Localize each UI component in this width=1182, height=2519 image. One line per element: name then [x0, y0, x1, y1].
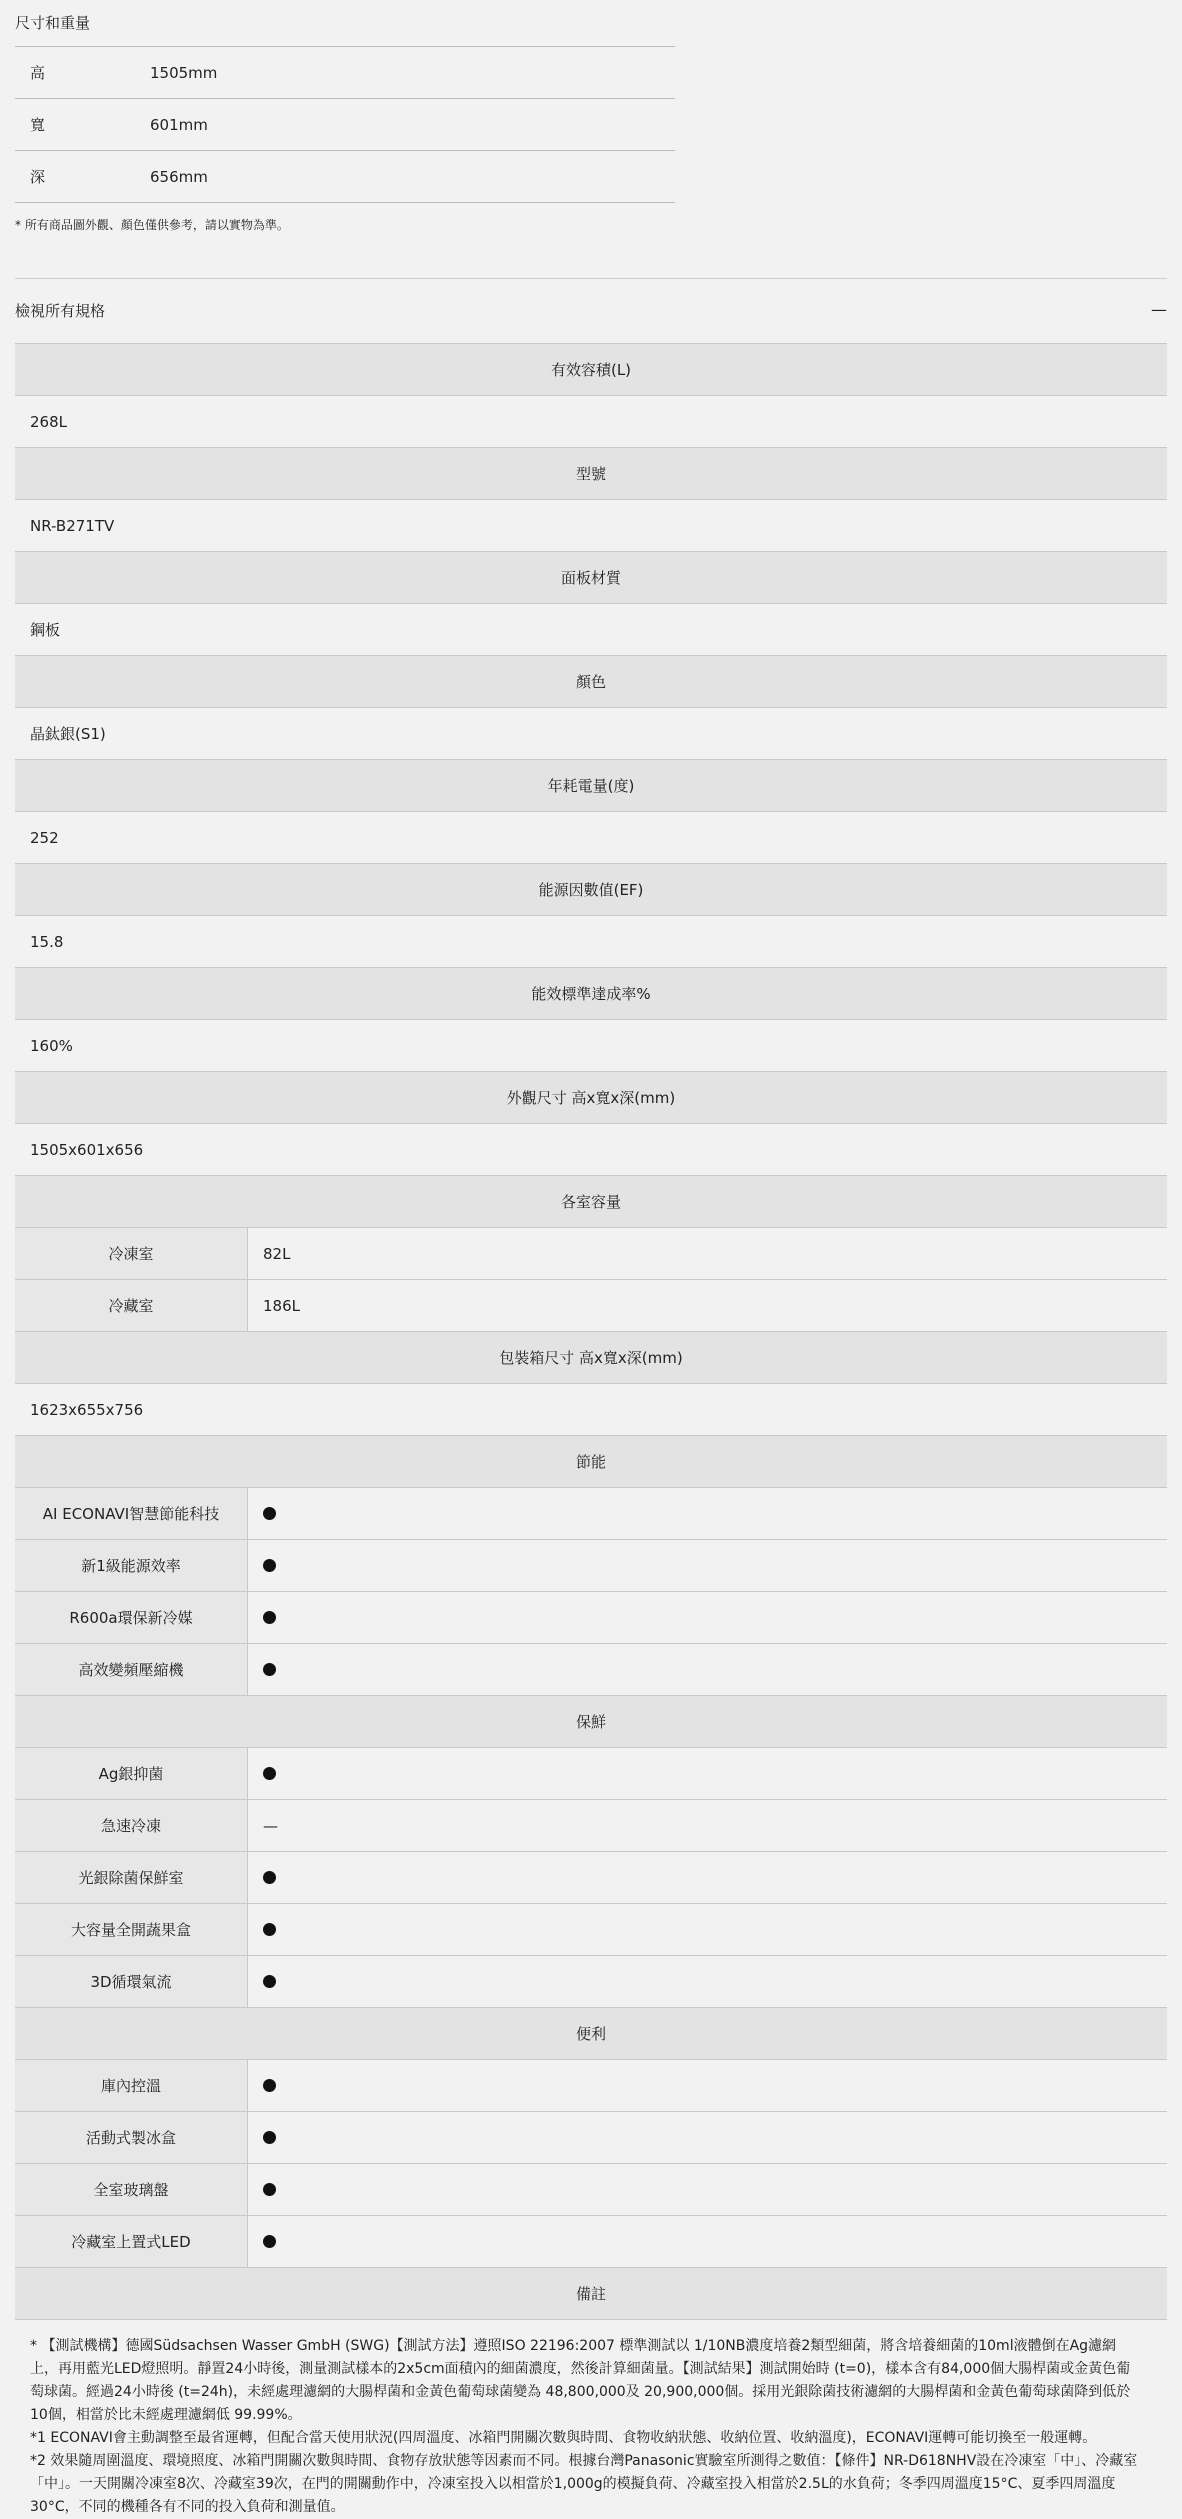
dimension-value: 1505mm	[150, 63, 218, 82]
dimensions-title: 尺寸和重量	[15, 14, 91, 32]
spec-header-rate: 能效標準達成率%	[15, 967, 1167, 1020]
table-row	[15, 1228, 1167, 1280]
supported-dot-icon	[263, 1507, 276, 1520]
dimensions-table	[15, 46, 675, 203]
supported-dot-icon	[263, 2183, 276, 2196]
unsupported-dash: —	[263, 1816, 278, 1835]
spec-header-package-size: 包裝箱尺寸 高x寬x深(mm)	[15, 1331, 1167, 1384]
spec-header-remarks: 備註	[15, 2267, 1167, 2320]
supported-dot-icon	[263, 1975, 276, 1988]
dimension-label: 寬	[30, 116, 46, 134]
supported-dot-icon	[263, 1871, 276, 1884]
all-specs-toggle[interactable]	[15, 300, 1167, 321]
dimension-row-width	[15, 99, 675, 151]
all-specs-title: 檢視所有規格	[15, 302, 106, 320]
table-row	[15, 1956, 1167, 2007]
row-label: 大容量全開蔬果盒	[15, 1904, 248, 1955]
supported-dot-icon	[263, 1767, 276, 1780]
spec-value-color: 晶鈦銀(S1)	[30, 725, 106, 743]
supported-dot-icon	[263, 1663, 276, 1676]
footnote: * 【測試機構】德國Südsachsen Wasser GmbH (SWG)【測試方法】遵照ISO 22196:2007 標準測試以 1/10NB濃度培養2類型細菌，將含培養細菌的10ml液體倒在Ag濾網上，再用藍光LED燈照明。靜置24小時後，測量測試樣本的2x5cm面積內的細菌濃度，然後計算細菌量。【測試結果】測試開始時 (t=0)，樣本含有84,000個大腸桿菌或金黃色葡萄球菌。經過24小時後 (t=24h)，未經處理濾網的大腸桿菌和金黃色葡萄球菌變為 48,800,000及 20,900,000個。採用光銀除菌技術濾網的大腸桿菌和金黃色葡萄球菌降到低於10個，相當於比未經處理濾網低 99.99%。	[30, 2338, 1131, 2423]
spec-header-outer-size: 外觀尺寸 高x寬x深(mm)	[15, 1071, 1167, 1124]
spec-header-model: 型號	[15, 447, 1167, 500]
supported-dot-icon	[263, 2131, 276, 2144]
footnote: *2 效果隨周圍溫度、環境照度、冰箱門開關次數與時間、食物存放狀態等因素而不同。根據台灣Panasonic實驗室所測得之數值：【條件】NR-D618NHV設在冷凍室「中」、冷藏室「中」。一天開關冷凍室8次、冷藏室39次，在門的開關動作中，冷凍室投入以相當於1,000g的模擬負荷、冷藏室投入相當於2.5L的水負荷；冬季四周溫度15°C、夏季四周溫度30°C，不同的機種各有不同的投入負荷和測量值。	[30, 2453, 1138, 2515]
row-label: 全室玻璃盤	[15, 2164, 248, 2215]
spec-header-ef: 能源因數值(EF)	[15, 863, 1167, 916]
dimension-row-height	[15, 47, 675, 99]
row-label: 新1級能源效率	[15, 1540, 248, 1591]
row-label: 活動式製冰盒	[15, 2112, 248, 2163]
supported-dot-icon	[263, 1611, 276, 1624]
spec-header-color: 顏色	[15, 655, 1167, 708]
supported-dot-icon	[263, 1559, 276, 1572]
spec-header-capacity: 有效容積(L)	[15, 343, 1167, 396]
row-label: 冷藏室上置式LED	[15, 2216, 248, 2267]
table-row	[15, 1644, 1167, 1695]
spec-value-capacity: 268L	[30, 412, 67, 431]
dimension-label: 深	[30, 168, 46, 186]
spec-value-ef: 15.8	[30, 932, 64, 951]
row-label: 高效變頻壓縮機	[15, 1644, 248, 1695]
supported-dot-icon	[263, 2079, 276, 2092]
table-row	[15, 1800, 1167, 1852]
section-divider	[15, 278, 1167, 279]
spec-value-energy: 252	[30, 828, 59, 847]
row-label: 急速冷凍	[15, 1800, 248, 1851]
remarks-footnotes	[15, 2320, 1167, 2519]
spec-table	[15, 343, 1167, 2519]
table-row	[15, 1488, 1167, 1540]
appearance-note: * 所有商品圖外觀、顏色僅供參考，請以實物為準。	[15, 218, 289, 232]
spec-header-fresh: 保鮮	[15, 1695, 1167, 1748]
row-value: 186L	[263, 1296, 300, 1315]
spec-value-outer-size: 1505x601x656	[30, 1140, 144, 1159]
row-label: Ag銀抑菌	[15, 1748, 248, 1799]
table-row	[15, 1280, 1167, 1331]
table-row	[15, 2112, 1167, 2164]
spec-value-model: NR-B271TV	[30, 516, 115, 535]
row-label: 庫內控溫	[15, 2060, 248, 2111]
spec-header-energy: 年耗電量(度)	[15, 759, 1167, 812]
dimension-value: 656mm	[150, 167, 208, 186]
row-label: 冷凍室	[15, 1228, 248, 1279]
spec-header-panel: 面板材質	[15, 551, 1167, 604]
row-label: R600a環保新冷媒	[15, 1592, 248, 1643]
table-row	[15, 1540, 1167, 1592]
dimension-row-depth	[15, 151, 675, 203]
table-row	[15, 1852, 1167, 1904]
spec-header-saving: 節能	[15, 1435, 1167, 1488]
collapse-icon[interactable]: —	[1151, 300, 1167, 319]
footnote: *1 ECONAVI會主動調整至最省運轉，但配合當天使用狀況(四周溫度、冰箱門開關次數與時間、食物收納狀態、收納位置、收納溫度)，ECONAVI運轉可能切換至一般運轉。	[30, 2430, 1097, 2446]
row-label: 冷藏室	[15, 1280, 248, 1331]
spec-header-convenience: 便利	[15, 2007, 1167, 2060]
supported-dot-icon	[263, 1923, 276, 1936]
spec-value-package-size: 1623x655x756	[30, 1400, 144, 1419]
table-row	[15, 1904, 1167, 1956]
dimension-label: 高	[30, 64, 46, 82]
row-value: 82L	[263, 1244, 291, 1263]
supported-dot-icon	[263, 2235, 276, 2248]
table-row	[15, 2060, 1167, 2112]
row-label: AI ECONAVI智慧節能科技	[15, 1488, 248, 1539]
dimension-value: 601mm	[150, 115, 208, 134]
spec-value-rate: 160%	[30, 1036, 73, 1055]
spec-value-panel: 鋼板	[30, 621, 61, 639]
table-row	[15, 2216, 1167, 2267]
row-label: 3D循環氣流	[15, 1956, 248, 2007]
spec-header-rooms: 各室容量	[15, 1175, 1167, 1228]
table-row	[15, 2164, 1167, 2216]
table-row	[15, 1592, 1167, 1644]
row-label: 光銀除菌保鮮室	[15, 1852, 248, 1903]
table-row	[15, 1748, 1167, 1800]
